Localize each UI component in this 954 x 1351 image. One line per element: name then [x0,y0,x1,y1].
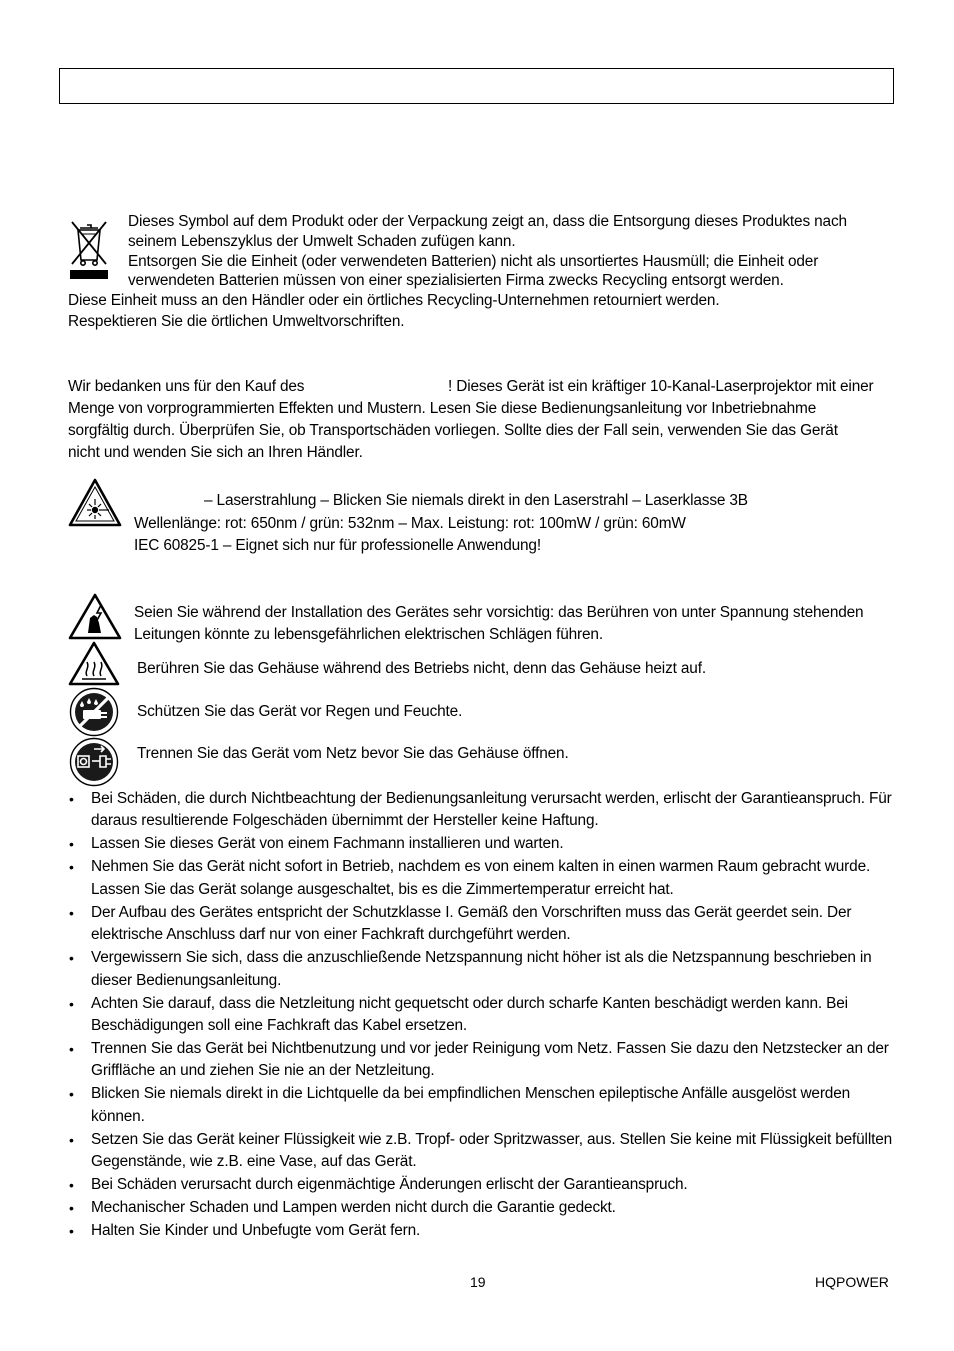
disposal-line-4: verwendeten Batterien müssen von einer spezialisierten Firma zwecks Recycling entsorgt werden. [128,272,784,289]
page-number: 19 [470,1274,486,1290]
list-item: • Blicken Sie niemals direkt in die Lichtquelle da bei empfindlichen Menschen epileptische Anfälle ausgelöst werden können. [68,1083,898,1128]
intro-line-1b: ! Dieses Gerät ist ein kräftiger 10-Kanal-Laserprojektor mit einer [448,378,874,395]
electric-shock-warning-icon [68,593,122,641]
intro-line-1a: Wir bedanken uns für den Kauf des [68,378,305,395]
footer-brand: HQPOWER [815,1274,889,1290]
list-item: • Bei Schäden verursacht durch eigenmächtige Änderungen erlischt der Garantieanspruch. [68,1174,898,1196]
warning-unplug: Trennen Sie das Gerät vom Netz bevor Sie das Gehäuse öffnen. [137,745,569,762]
warning-hot-surface: Berühren Sie das Gehäuse während des Betriebs nicht, denn das Gehäuse heizt auf. [137,660,706,677]
intro-line-4: nicht und wenden Sie sich an Ihren Händler. [68,444,363,461]
warning-electric-line-1: Seien Sie während der Installation des Gerätes sehr vorsichtig: das Berühren von unter Spannung stehenden [134,604,864,621]
warning-electric-line-2: Leitungen könnte zu lebensgefährlichen elektrischen Schlägen führen. [134,626,603,643]
list-item: • Mechanischer Schaden und Lampen werden nicht durch die Garantie gedeckt. [68,1197,898,1219]
list-item: • Nehmen Sie das Gerät nicht sofort in Betrieb, nachdem es von einem kalten in einen warmen Raum gebracht wurde. Lassen Sie das Gerät solange ausgeschaltet, bis es die Zimmertemperatur erreicht hat. [68,856,898,901]
disposal-line-6: Respektieren Sie die örtlichen Umweltvorschriften. [68,313,405,330]
disposal-line-2: seinem Lebenszyklus der Umwelt Schaden zufügen kann. [128,233,516,250]
laser-line-1: – Laserstrahlung – Blicken Sie niemals direkt in den Laserstrahl – Laserklasse 3B [204,492,748,509]
warning-protect-rain: Schützen Sie das Gerät vor Regen und Feuchte. [137,703,463,720]
disposal-line-3: Entsorgen Sie die Einheit (oder verwendeten Batterien) nicht als unsortiertes Hausmüll; die Einheit oder [128,253,819,270]
safety-bullet-list [68,788,898,1244]
disposal-line-1: Dieses Symbol auf dem Produkt oder der Verpackung zeigt an, dass die Entsorgung dieses Produktes nach [128,213,847,230]
disposal-line-5: Diese Einheit muss an den Händler oder ein örtliches Recycling-Unternehmen retourniert werden. [68,292,720,309]
laser-line-3: IEC 60825-1 – Eignet sich nur für professionelle Anwendung! [134,537,541,554]
list-item: • Lassen Sie dieses Gerät von einem Fachmann installieren und warten. [68,833,898,855]
list-item: • Bei Schäden, die durch Nichtbeachtung der Bedienungsanleitung verursacht werden, erlischt der Garantieanspruch. Für daraus resultierende Folgeschäden übernimmt der Hersteller keine Haftung. [68,788,898,833]
laser-warning-icon [68,478,122,528]
list-item: • Vergewissern Sie sich, dass die anzuschließende Netzspannung nicht höher ist als die Netzspannung beschrieben in dieser Bedienungsanleitung. [68,947,898,992]
weee-bin-icon [68,216,110,280]
intro-line-2: Menge von vorprogrammierten Effekten und Mustern. Lesen Sie diese Bedienungsanleitung vor Inbetriebnahme [68,400,817,417]
section-title-box [59,68,894,104]
list-item: • Achten Sie darauf, dass die Netzleitung nicht gequetscht oder durch scharfe Kanten beschädigt werden kann. Bei Beschädigungen soll eine Fachkraft das Kabel ersetzen. [68,993,898,1038]
protect-from-rain-icon [68,687,120,737]
unplug-before-opening-icon [68,737,120,787]
list-item: • Der Aufbau des Gerätes entspricht der Schutzklasse I. Gemäß den Vorschriften muss das Gerät geerdet sein. Der elektrische Anschluss darf nur von einer Fachkraft durchgeführt werden. [68,902,898,947]
intro-line-3: sorgfältig durch. Überprüfen Sie, ob Transportschäden vorliegen. Sollte dies der Fall sein, verwenden Sie das Gerät [68,422,838,439]
list-item: • Halten Sie Kinder und Unbefugte vom Gerät fern. [68,1220,898,1242]
hot-surface-warning-icon [68,641,120,687]
list-item: • Trennen Sie das Gerät bei Nichtbenutzung und vor jeder Reinigung vom Netz. Fassen Sie dazu den Netzstecker an der Griffläche an und ziehen Sie nie an der Netzleitung. [68,1038,898,1083]
list-item: • Setzen Sie das Gerät keiner Flüssigkeit wie z.B. Tropf- oder Spritzwasser, aus. Stellen Sie keine mit Flüssigkeit befüllten Gegenstände, wie z.B. eine Vase, auf das Gerät. [68,1129,898,1174]
laser-line-2: Wellenlänge: rot: 650nm / grün: 532nm – Max. Leistung: rot: 100mW / grün: 60mW [134,515,686,532]
